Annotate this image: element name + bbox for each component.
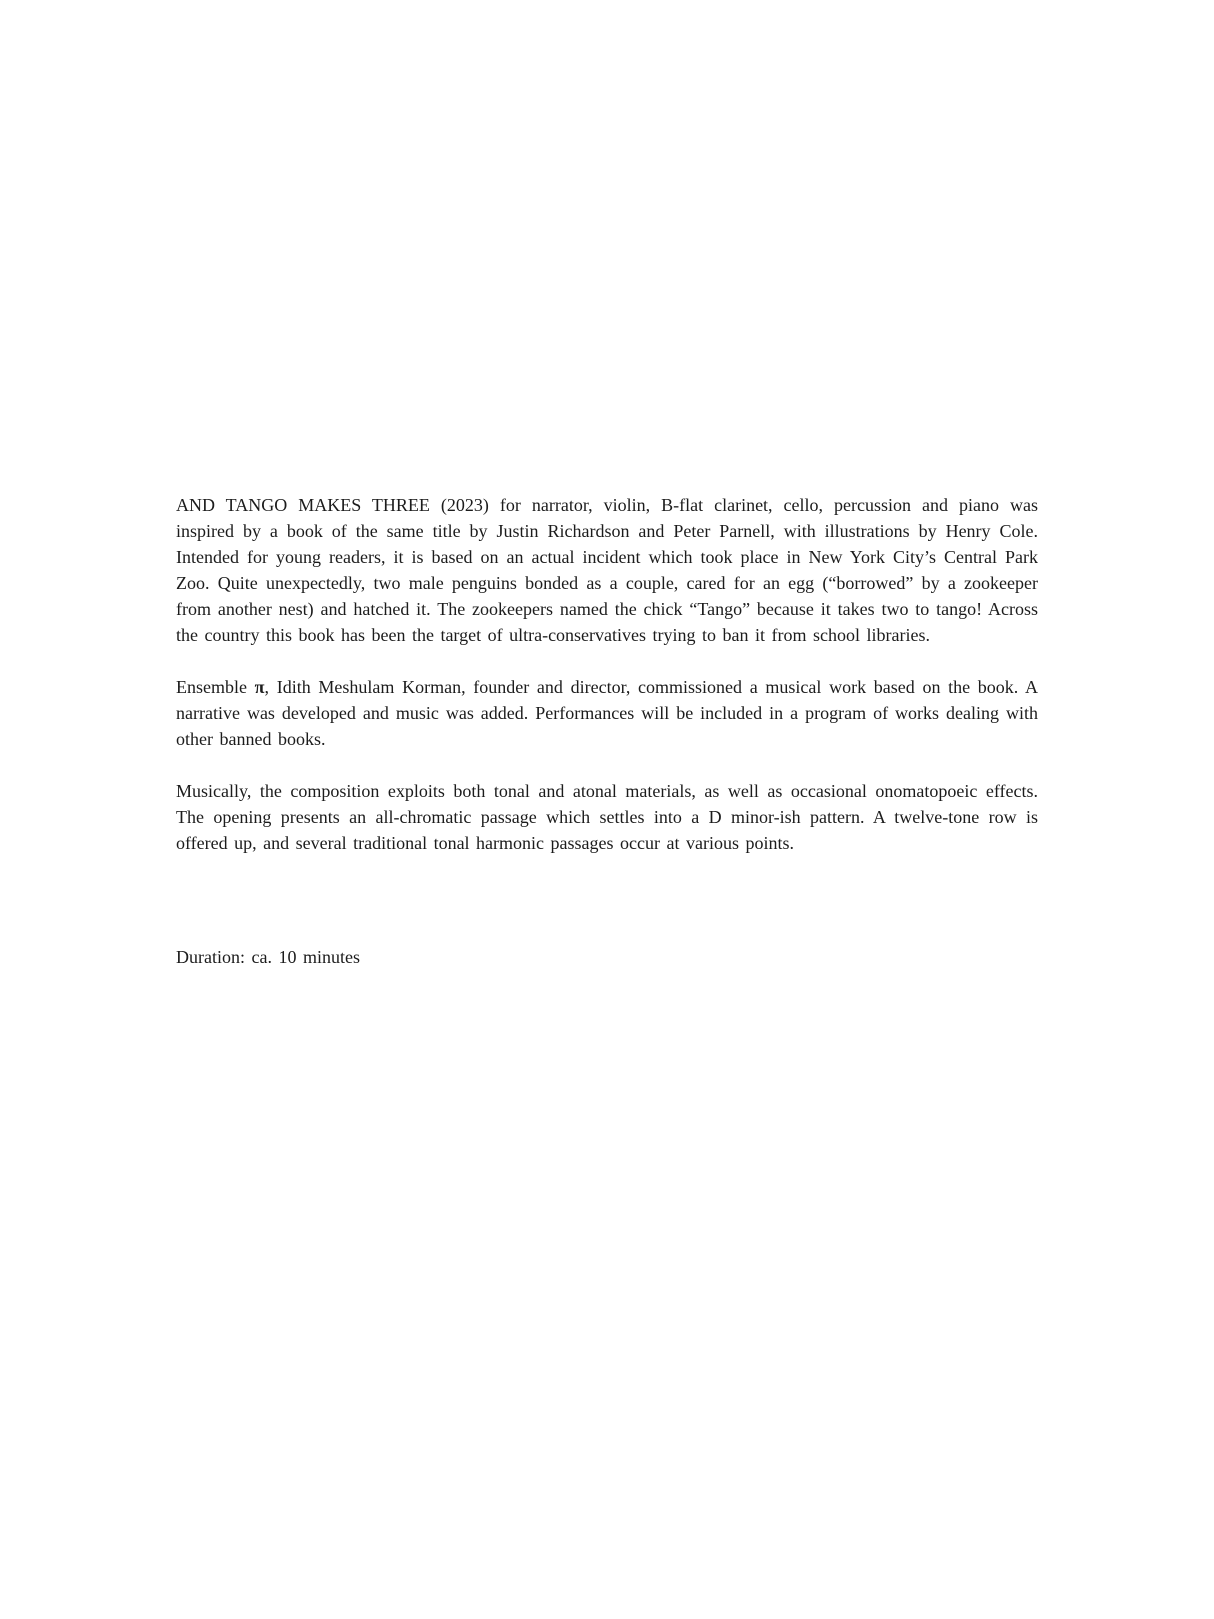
- duration-line: Duration: ca. 10 minutes: [176, 947, 360, 967]
- paragraph-text: AND TANGO MAKES THREE (2023) for narrator, violin, B-flat clarinet, cello, percussion and piano was inspired by a book of the same title by Justin Richardson and Peter Parnell, with illustrations by Henry Cole. Intended for young readers, it is based on an actual incident which took place in New York City’s Central Park Zoo. Quite unexpectedly, two male penguins bonded as a couple, cared for an egg (“borrowed” by a zookeeper from another nest) and hatched it. The zookeepers named the chick “Tango” because it takes two to tango! Across the country this book has been the target of ultra-conservatives trying to ban it from school libraries.: [176, 495, 1038, 645]
- program-note: [176, 492, 1038, 967]
- paragraph: [176, 492, 1038, 648]
- paragraph-text: Ensemble: [176, 677, 255, 697]
- pi-symbol: π: [254, 677, 265, 697]
- paragraphs-container: [176, 492, 1038, 856]
- paragraph: [176, 778, 1038, 856]
- paragraph-text: Musically, the composition exploits both tonal and atonal materials, as well as occasional onomatopoeic effects. The opening presents an all-chromatic passage which settles into a D minor-ish pattern. A twelve-tone row is offered up, and several traditional tonal harmonic passages occur at various points.: [176, 781, 1038, 853]
- paragraph: [176, 674, 1038, 752]
- paragraph-text: , Idith Meshulam Korman, founder and director, commissioned a musical work based on the book. A narrative was developed and music was added. Performances will be included in a program of works dealing with other banned books.: [176, 677, 1038, 749]
